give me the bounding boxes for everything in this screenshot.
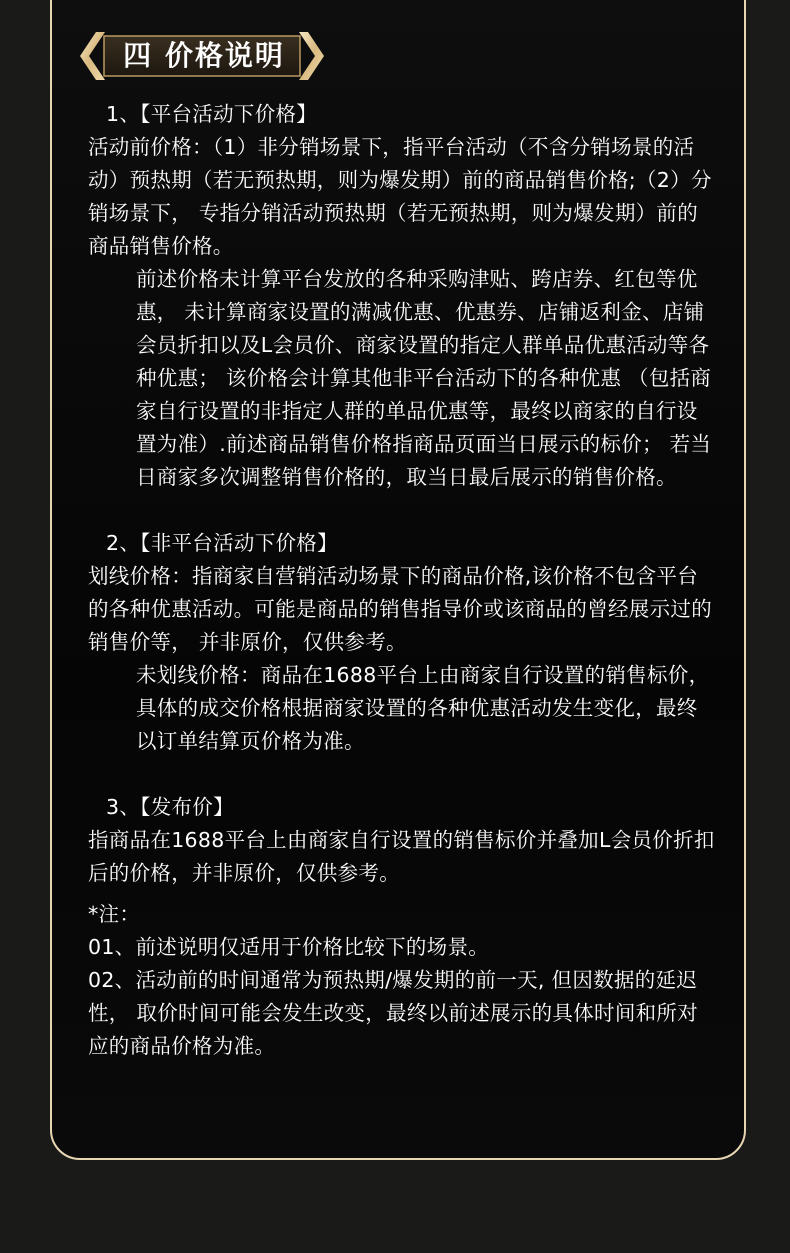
note-item: 01、前述说明仅适用于价格比较下的场景。 [88,935,490,959]
section-title: 四 价格说明 [123,39,285,72]
block-heading: 1、【平台活动下价格】 [106,102,318,126]
block-paragraph: 指商品在1688平台上由商家自行设置的销售标价并叠加L会员价折扣后的价格，并非原价，仅供参考。 [88,828,715,885]
block-heading: 2、【非平台活动下价格】 [106,531,338,555]
block-paragraph: 前述价格未计算平台发放的各种采购津贴、跨店券、红包等优惠， 未计算商家设置的满减优惠、优惠券、店铺返利金、店铺会员折扣以及L会员价、商家设置的指定人群单品优惠活动等各种优惠； 该价格会计算其他非平台活动下的各种优惠 （包括商家自行设置的非指定人群的单品优惠等，最终以商家的自行设置为准）.前述商品销售价格指商品页面当日展示的标价； 若当日商家多次调整销售价格的，取当日最后展示的销售价格。 [136,267,712,489]
block-heading: 3、【发布价】 [106,795,234,819]
block-paragraph: 活动前价格：（1）非分销场景下，指平台活动（不含分销场景的活动）预热期（若无预热期，则为爆发期）前的商品销售价格;（2）分销场景下， 专指分销活动预热期（若无预热期，则为爆发期）前的商品销售价格。 [88,135,712,258]
block-paragraph: 未划线价格：商品在1688平台上由商家自行设置的销售标价， 具体的成交价格根据商家设置的各种优惠活动发生变化，最终以订单结算页价格为准。 [136,663,710,753]
price-explanation-content [88,98,718,1063]
note-item: 02、活动前的时间通常为预热期/爆发期的前一天, 但因数据的延迟性， 取价时间可能会发生改变，最终以前述展示的具体时间和所对应的商品价格为准。 [88,968,699,1058]
section-heading [74,30,330,82]
block-paragraph: 划线价格：指商家自营销活动场景下的商品价格,该价格不包含平台的各种优惠活动。可能是商品的销售指导价或该商品的曾经展示过的销售价等， 并非原价，仅供参考。 [88,564,712,654]
notes-label: *注： [88,902,141,926]
